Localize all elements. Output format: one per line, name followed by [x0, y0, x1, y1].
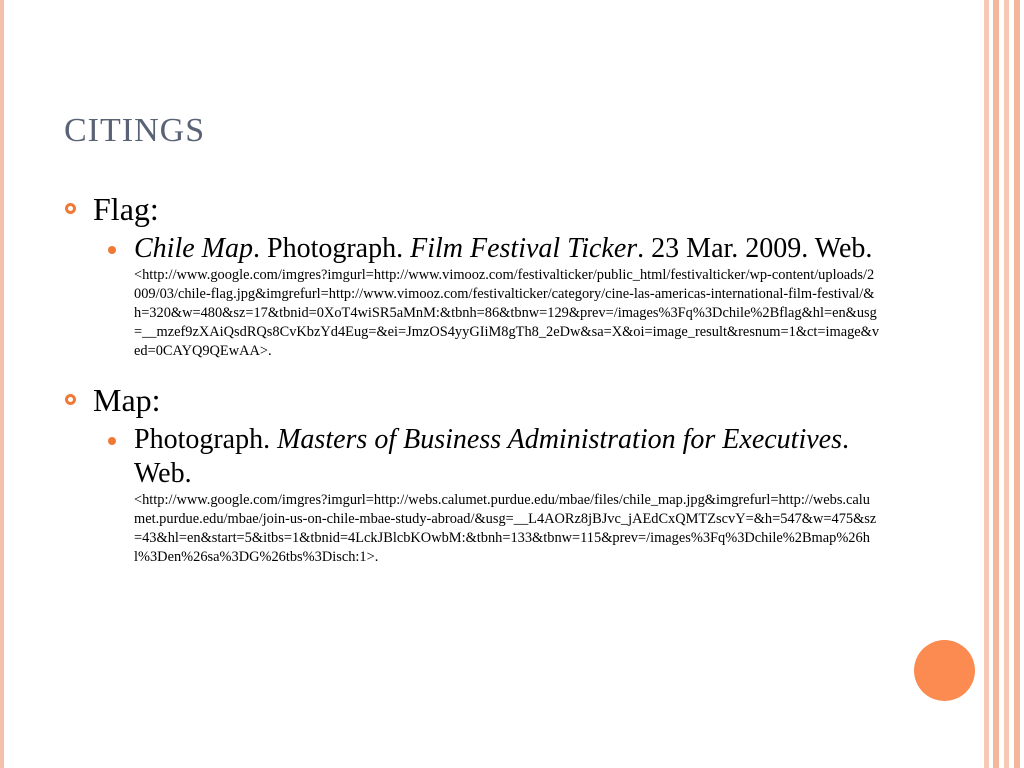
slide-content [60, 186, 880, 567]
left-border-stripe [0, 0, 4, 768]
ring-bullet-icon [65, 394, 76, 405]
flag-citation-title: Chile Map [134, 233, 253, 264]
map-heading-text: Map: [93, 382, 161, 418]
map-citation-url[interactable]: <http://www.google.com/imgres?imgurl=http://webs.calumet.purdue.edu/mbae/files/chile_map.jpg&imgrefurl=http://webs.calumet.purdue.edu/mbae/join-us-on-chile-mbae-study-abroad/&usg=__L4AORz8jBJvc_jAEdCxQMTZscvY=&h=547&w=475&sz=43&hl=en&start=5&itbs=1&tbnid=4LckJBlcbKOwbM:&tbnh=133&tbnw=115&prev=/images%3Fq%3Dchile%2Bmap%26hl%3Den%26sa%3DG%26tbs%3Disch:1>. [134, 492, 877, 565]
map-citation-source: Masters of Business Administration for Executives [277, 424, 842, 455]
right-decorative-stripes [984, 0, 1024, 768]
slide-title: CITINGS [64, 112, 206, 149]
bullet-flag-heading [60, 186, 880, 232]
flag-heading-text: Flag: [93, 191, 159, 227]
flag-citation-url[interactable]: <http://www.google.com/imgres?imgurl=http://www.vimooz.com/festivalticker/public_html/festivalticker/wp-content/uploads/2009/03/chile-flag.jpg&imgrefurl=http://www.vimooz.com/festivalticker/category/cine-las-americas-international-film-festival/&h=320&w=480&sz=17&tbnid=0XoT4wiSR5aMnM:&tbnh=86&tbnw=129&prev=/images%3Fq%3Dchile%2Bflag&hl=en&usg=__mzef9zXAiQsdRQs8CvKbzYd4Eug=&ei=JmzOS4yyGIiM8gTh8_2eDw&sa=X&oi=image_result&resnum=1&ct=image&ved=0CAYQ9QEwAA>. [134, 267, 880, 359]
map-citation-text [134, 423, 880, 491]
map-citation-type: Photograph. [134, 424, 278, 455]
map-citation-medium: . Web. [134, 424, 849, 489]
flag-citation-type: . Photograph. [253, 233, 411, 264]
dot-bullet-icon [108, 246, 116, 254]
map-citation [60, 423, 880, 567]
decorative-circle [914, 640, 975, 701]
stripe [993, 0, 999, 768]
flag-citation [60, 232, 880, 361]
stripe [1014, 0, 1020, 768]
flag-citation-text [134, 232, 880, 266]
stripe [1004, 0, 1009, 768]
flag-citation-source: Film Festival Ticker [410, 233, 638, 264]
ring-bullet-icon [65, 203, 76, 214]
flag-citation-date: . 23 Mar. 2009. Web. [637, 233, 873, 264]
bullet-map-heading [60, 377, 880, 423]
stripe [984, 0, 989, 768]
dot-bullet-icon [108, 437, 116, 445]
